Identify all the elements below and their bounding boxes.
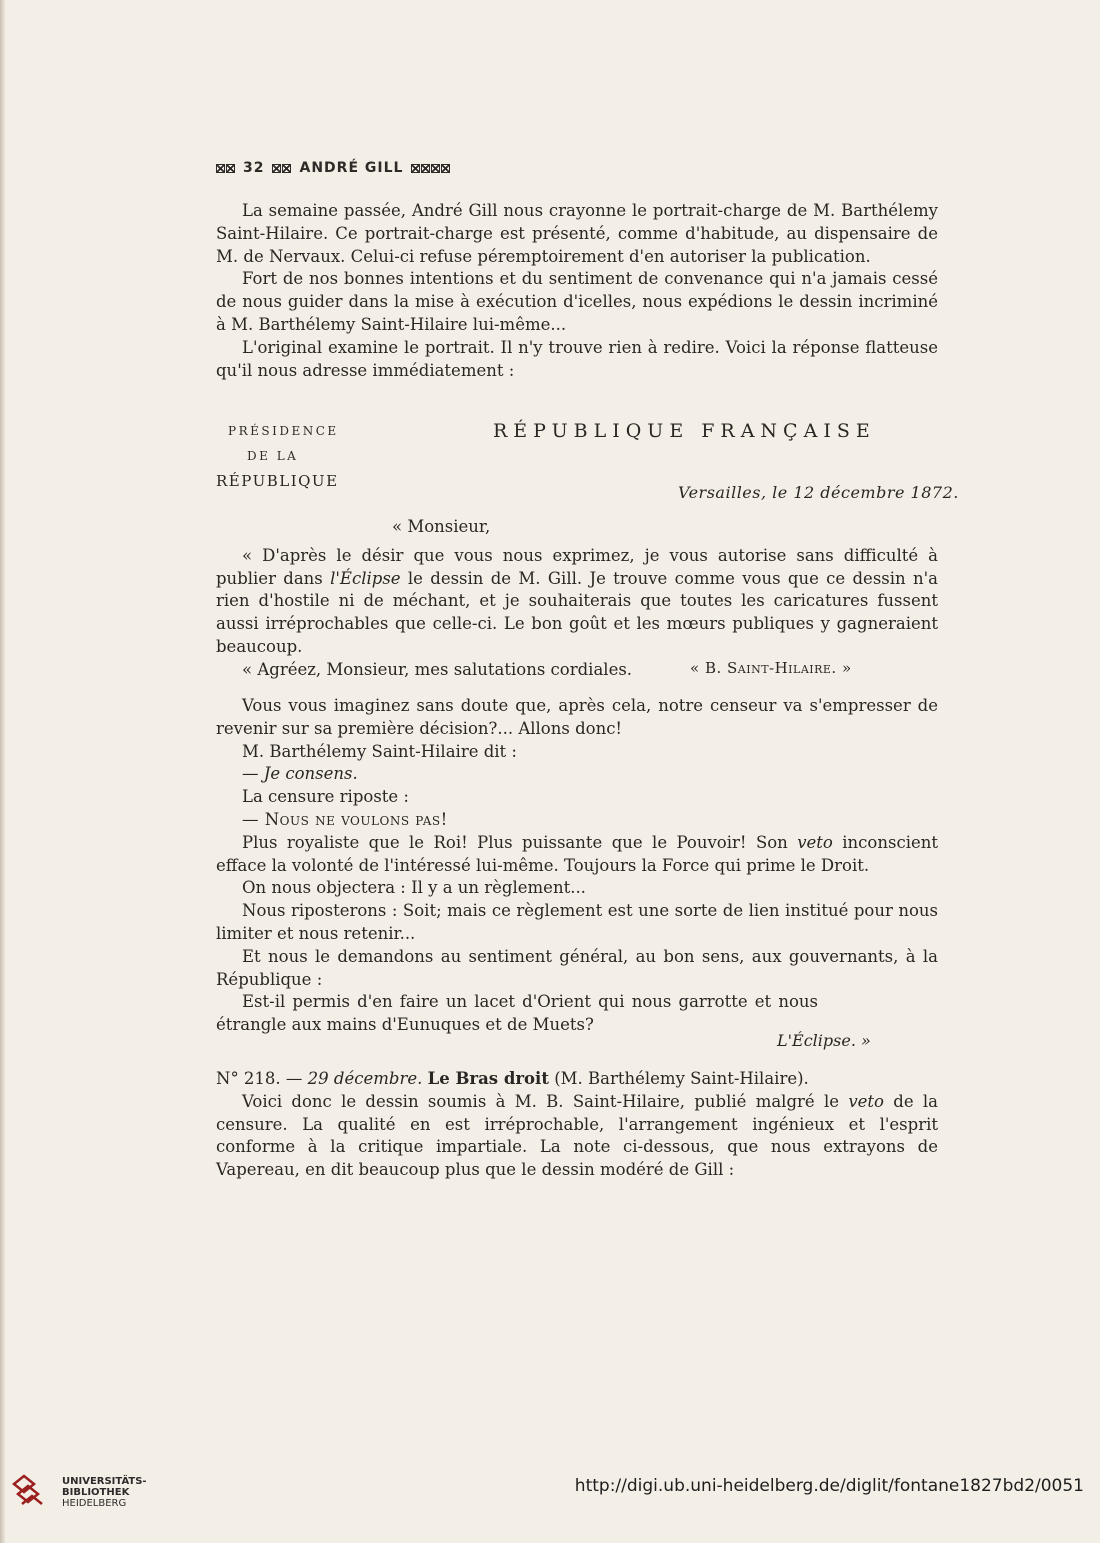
entry-title: Le Bras droit [427,1069,549,1088]
commentary-paragraph: — Je consens. [242,764,358,784]
letter-body [216,516,938,682]
letterhead-republique-francaise: RÉPUBLIQUE FRANÇAISE [493,420,876,442]
letterhead-presidence: PRÉSIDENCE [228,424,339,438]
letter-closing: « Agréez, Monsieur, mes salutations cordiales. [242,659,633,679]
running-title: ANDRÉ GILL [299,160,404,176]
commentary-paragraph: La censure riposte : [242,787,409,807]
journal-title: l'Éclipse [330,568,401,588]
ornament-icon [411,164,450,173]
letter-paragraph: « D'après le désir que vous nous exprimez, je vous autorise sans difficulté à publier dans l'Éclipse le dessin de M. Gill. Je trouve comme vous que ce dessin n'a rien d'hostile ni de méchant, et je souhaiterais que toutes les caricatures fussent aussi irréprochables que celle-ci. Le bon goût et les mœurs publiques y gagneraient beaucoup. [216,545,938,656]
letterhead-republique: RÉPUBLIQUE [216,472,339,490]
running-head [216,160,450,176]
library-name: UNIVERSITÄTS- BIBLIOTHEK HEIDELBERG [62,1476,147,1509]
letterhead-de-la: DE LA [247,449,299,463]
commentary-paragraph: — Nous ne voulons pas! [242,809,448,829]
ornament-icon [216,164,235,173]
commentary-paragraph: Est-il permis d'en faire un lacet d'Orient qui nous garrotte et nous étrangle aux mains d'Eunuques et de Muets? [216,992,818,1035]
letter-salutation: « Monsieur, [392,517,491,536]
commentary-paragraph: Vous vous imaginez sans doute que, après cela, notre censeur va s'empresser de revenir sur sa première décision?... Allons donc! [216,696,938,738]
intro-text [216,200,938,382]
commentary-paragraph: Plus royaliste que le Roi! Plus puissante que le Pouvoir! Son veto inconscient efface la volonté de l'intéressé lui-même. Toujours la Force qui prime le Droit. [216,832,938,875]
letter-dateline: Versailles, le 12 décembre 1872. [678,483,959,502]
library-logo-icon [10,1472,50,1512]
footer-bar [0,1462,1100,1514]
commentary-paragraph: Nous riposterons : Soit; mais ce règlement est une sorte de lien institué pour nous limiter et nous retenir... [216,901,938,943]
page-edge [0,0,6,1543]
letter-signature: « B. Saint-Hilaire. » [690,659,852,677]
intro-paragraph: La semaine passée, André Gill nous crayonne le portrait-charge de M. Barthélemy Saint-Hilaire. Ce portrait-charge est présenté, comme d'habitude, au dispensaire de M. de Nervaux. Celui-ci refuse péremptoirement d'en autoriser la publication. [216,201,938,266]
commentary-paragraph: M. Barthélemy Saint-Hilaire dit : [242,741,517,761]
source-url-link[interactable]: http://digi.ub.uni-heidelberg.de/diglit/fontane1827bd2/0051 [574,1476,1084,1496]
intro-paragraph: L'original examine le portrait. Il n'y trouve rien à redire. Voici la réponse flatteuse qu'il nous adresse immédiatement : [216,337,938,380]
entry-heading: N° 218. — 29 décembre. Le Bras droit (M. Barthélemy Saint-Hilaire). [216,1069,809,1088]
catalog-entry [216,1068,938,1182]
ornament-icon [272,164,291,173]
entry-paragraph: Voici donc le dessin soumis à M. B. Saint-Hilaire, publié malgré le veto de la censure. La qualité en est irréprochable, l'arrangement ingénieux et l'esprit conforme à la critique impartiale. La note ci-dessous, que nous extrayons de Vapereau, en dit beaucoup plus que le dessin modéré de Gill : [216,1091,939,1180]
commentary-paragraph: On nous objectera : Il y a un règlement... [242,878,586,898]
eclipse-signature: L'Éclipse. » [777,1031,871,1050]
intro-paragraph: Fort de nos bonnes intentions et du sentiment de convenance qui n'a jamais cessé de nous guider dans la mise à exécution d'icelles, nous expédions le dessin incriminé à M. Barthélemy Saint-Hilaire lui-même... [216,269,938,334]
commentary-text [216,695,938,1037]
page-number: 32 [243,160,265,176]
commentary-paragraph: Et nous le demandons au sentiment général, au bon sens, aux gouvernants, à la République : [216,946,938,989]
